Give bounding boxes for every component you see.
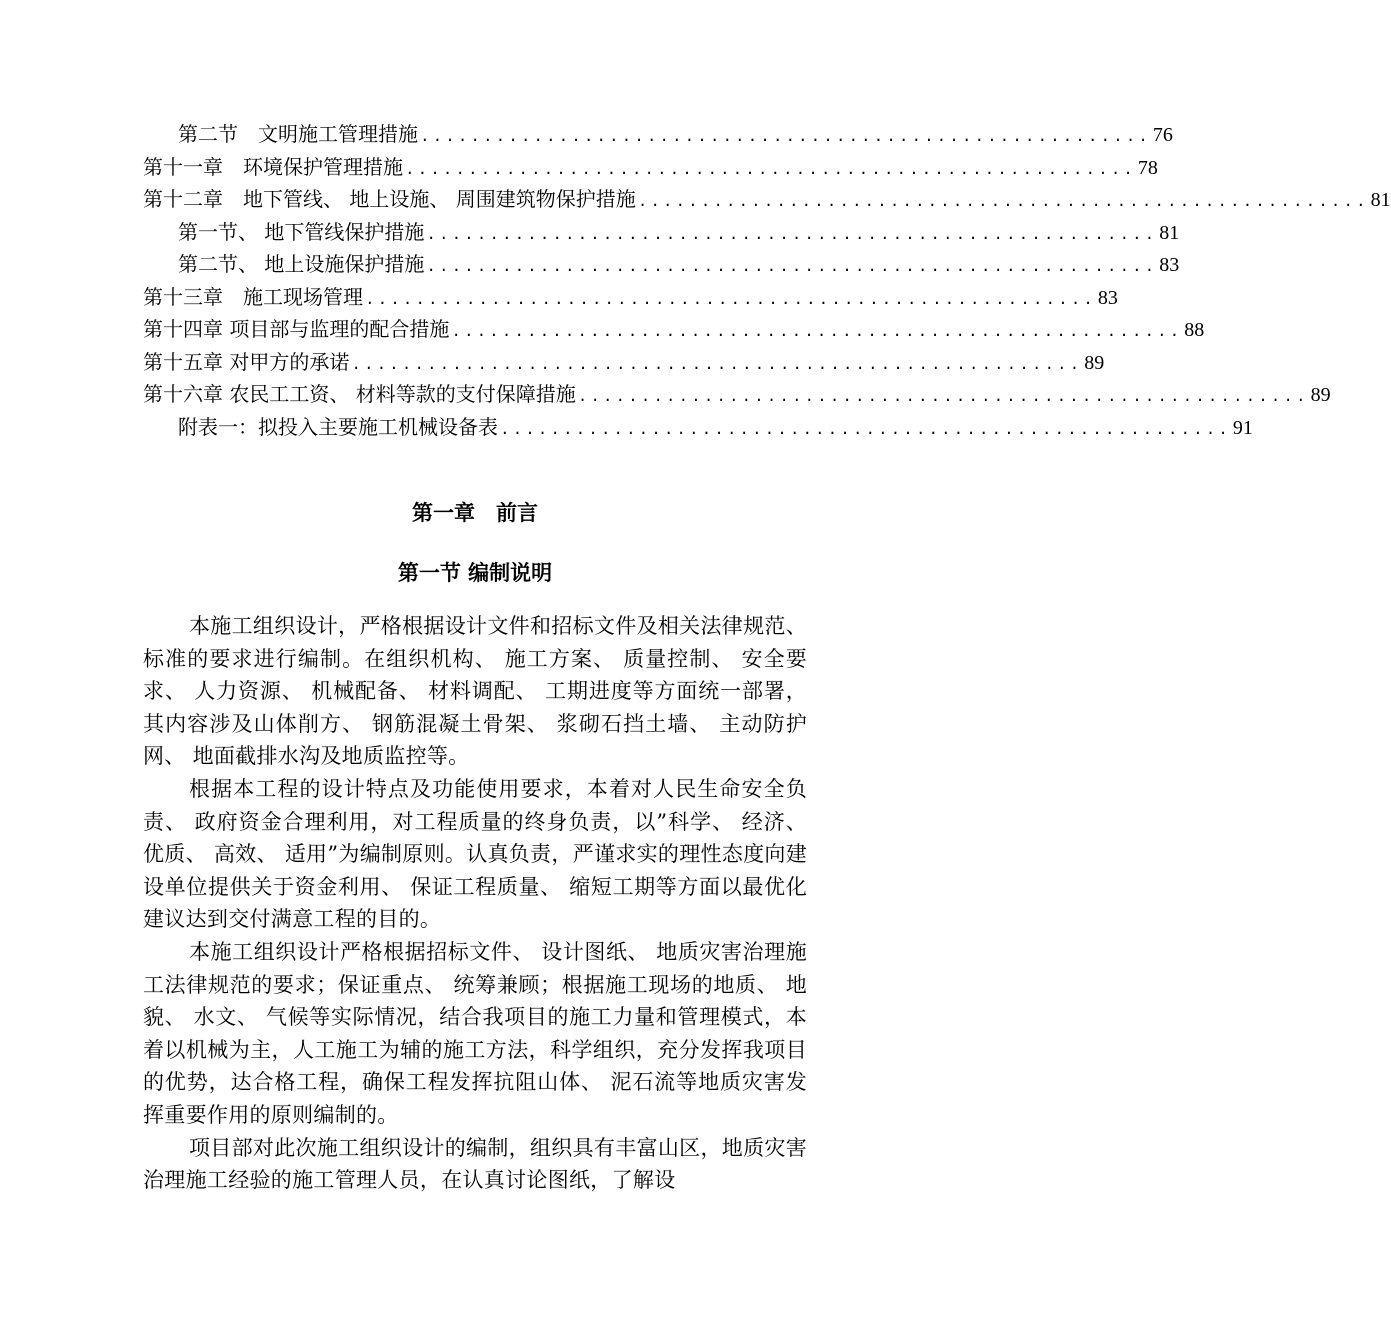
- toc-page-number: 88: [1184, 319, 1205, 341]
- toc-page-number: 83: [1159, 254, 1180, 276]
- toc-leader-dots: ..........................................................: [426, 225, 1158, 244]
- toc-leader-dots: ..........................................................: [451, 323, 1183, 341]
- body-paragraph: 本施工组织设计严格根据招标文件、 设计图纸、 地质灾害治理施工法律规范的要求；保证重点、 统筹兼顾；根据施工现场的地质、 地貌、 水文、 气候等实际情况，结合我项目的施工力量和管理模式，本着以机械为主，人工施工为辅的施工方法，科学组织，充分发挥我项目的优势，达合格工程，确保工程发挥抗阻山体、 泥石流等地质灾害发挥重要作用的原则编制的。: [143, 939, 807, 1127]
- toc-entry-title: 第二节 文明施工管理措施: [178, 122, 418, 146]
- toc-leader-dots: ..........................................................: [365, 290, 1096, 309]
- toc-page-number: 89: [1084, 351, 1105, 374]
- toc-leader-dots: ..........................................................: [405, 160, 1136, 179]
- toc-entry[interactable]: [143, 183, 1391, 216]
- toc-page-number: 91: [1232, 416, 1253, 439]
- body-paragraph: 本施工组织设计，严格根据设计文件和招标文件及相关法律规范、 标准的要求进行编制。在组织机构、 施工方案、 质量控制、 安全要求、 人力资源、 机械配备、 材料调配、 工期进度等方面统一部署，其内容涉及山体削方、 钢筋混凝土骨架、 浆砌石挡土墙、 主动防护网、 地面截排水沟及地质监控等。: [143, 614, 807, 769]
- toc-leader-dots: ..........................................................: [577, 388, 1309, 406]
- toc-entry[interactable]: [143, 118, 1173, 151]
- toc-entry-title: 第十三章 施工现场管理: [143, 284, 363, 309]
- toc-page-number: 81: [1370, 189, 1391, 211]
- toc-entry[interactable]: [143, 151, 1158, 184]
- toc-leader-dots: ..........................................................: [420, 128, 1151, 146]
- toc-entry-title: 第十六章 农民工工资、 材料等款的支付保障措施: [143, 382, 576, 406]
- toc-page-number: 81: [1159, 221, 1180, 244]
- table-of-contents: [143, 118, 1391, 443]
- toc-entry[interactable]: [143, 411, 1253, 444]
- section-title: 第一节 编制说明: [397, 561, 553, 585]
- toc-leader-dots: ..........................................................: [351, 355, 1083, 374]
- toc-entry[interactable]: [143, 346, 1105, 379]
- toc-entry[interactable]: [143, 313, 1205, 346]
- toc-entry[interactable]: [143, 378, 1331, 411]
- body-paragraph: 根据本工程的设计特点及功能使用要求，本着对人民生命安全负责、 政府资金合理利用，对工程质量的终身负责，以”科学、 经济、 优质、 高效、 适用”为编制原则。认真负责，严谨求实的理性态度向建设单位提供关于资金利用、 保证工程质量、 缩短工期等方面以最优化建议达到交付满意工程的目的。: [143, 776, 807, 932]
- toc-entry-title: 第二节、 地上设施保护措施: [178, 252, 425, 276]
- toc-entry[interactable]: [143, 216, 1180, 249]
- toc-entry-title: 第十一章 环境保护管理措施: [143, 154, 403, 179]
- toc-page-number: 89: [1310, 384, 1331, 406]
- body-paragraph: 项目部对此次施工组织设计的编制，组织具有丰富山区，地质灾害治理施工经验的施工管理人员，在认真讨论图纸，了解设: [143, 1135, 807, 1193]
- document-body: [143, 610, 807, 1197]
- toc-leader-dots: ..........................................................: [500, 420, 1231, 439]
- toc-page-number: 83: [1097, 286, 1118, 309]
- toc-entry-title: 第十四章 项目部与监理的配合措施: [143, 317, 450, 341]
- toc-entry-title: 第一节、 地下管线保护措施: [178, 219, 425, 244]
- toc-page-number: 78: [1137, 156, 1158, 179]
- toc-entry-title: 附表一：拟投入主要施工机械设备表: [178, 414, 498, 439]
- toc-leader-dots: ..........................................................: [637, 193, 1369, 211]
- toc-entry-title: 第十二章 地下管线、 地上设施、 周围建筑物保护措施: [143, 187, 636, 211]
- toc-entry[interactable]: [143, 281, 1118, 314]
- toc-entry[interactable]: [143, 248, 1180, 281]
- toc-leader-dots: ..........................................................: [426, 258, 1158, 276]
- toc-page-number: 76: [1152, 124, 1173, 146]
- toc-entry-title: 第十五章 对甲方的承诺: [143, 349, 350, 374]
- chapter-title: 第一章 前言: [412, 501, 538, 525]
